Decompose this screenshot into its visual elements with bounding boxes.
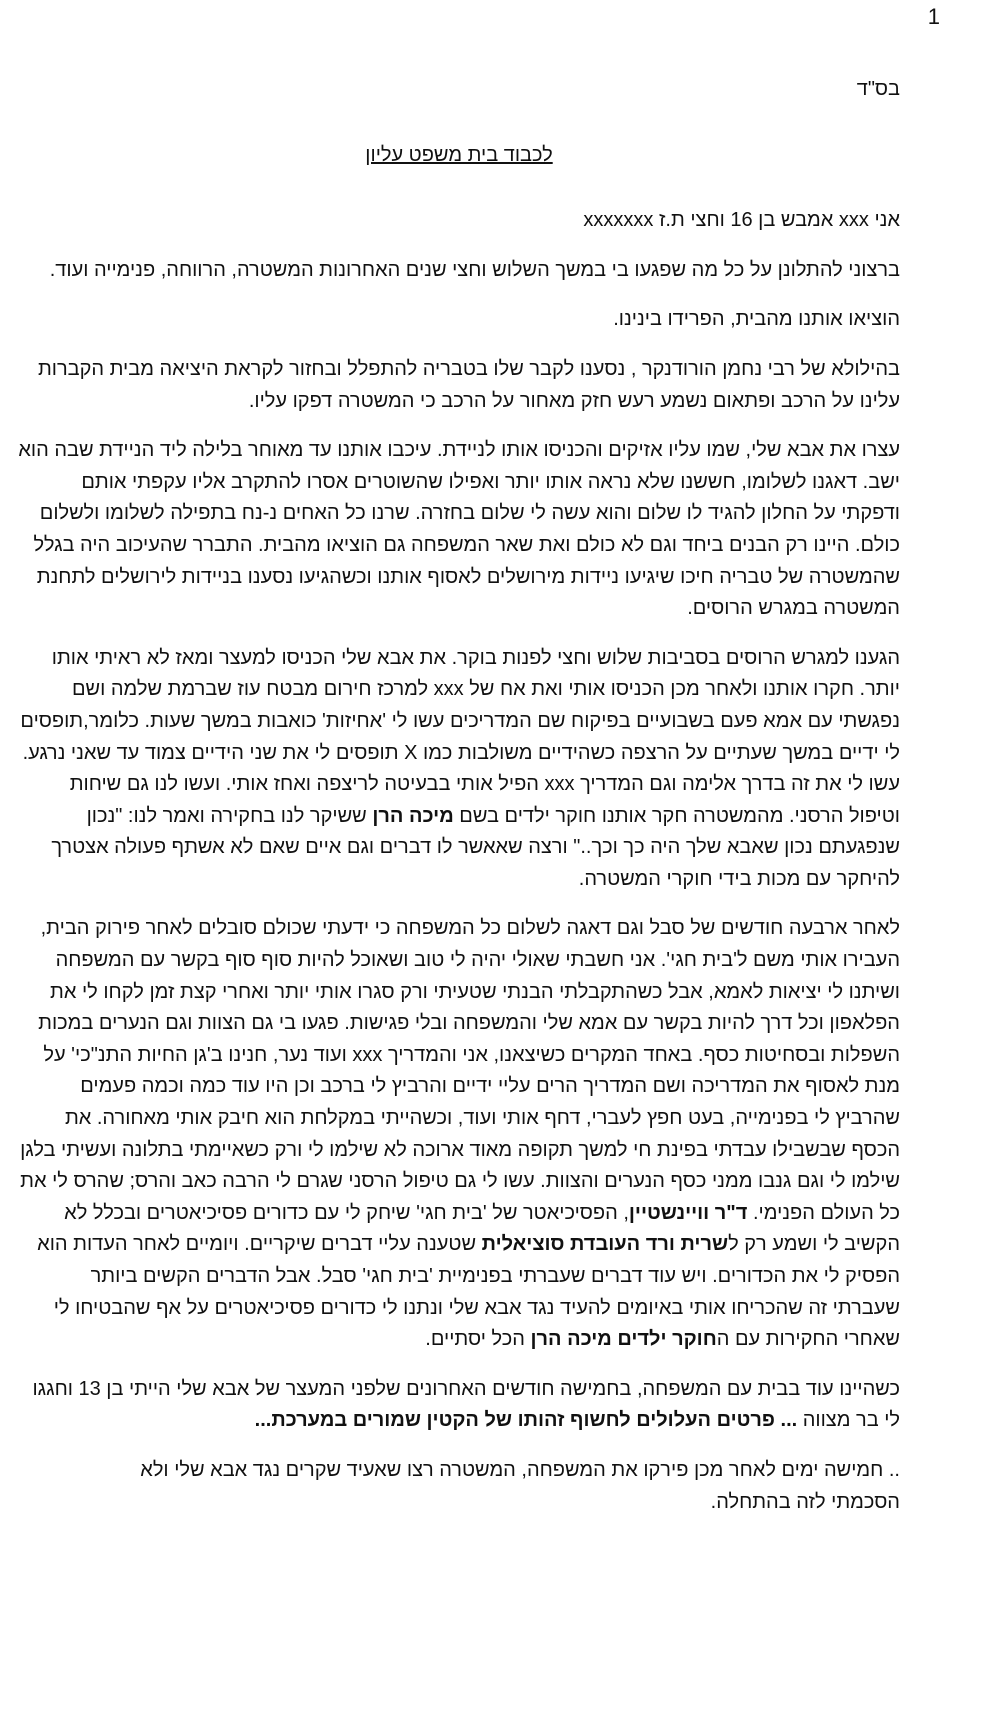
paragraph-3: בהילולא של רבי נחמן הורודנקר , נסענו לקבר שלו בטבריה להתפלל ובחזור לקראת היציאה מבית הקברות עלינו על הרכב ופתאום נשמע רעש חזק מאחור על הרכב כי המשטרה דפקו עליו.: [37, 357, 900, 412]
paragraph-4: עצרו את אבא שלי, שמו עליו אזיקים והכניסו אותו לניידת. עיכבו אותנו עד מאוחר בלילה ליד הניידת שבה הוא ישב. דאגנו לשלומו, חששנו שלא נראה אותו יותר ואפילו שהשוטרים אסרו להתקרב אליו עקפתי אותם ודפקתי על החלון להגיד לו שלום והוא עשה לי שלום בחזרה. שרנו כל האחים נ-נח בתפילה לשלומו ולשלום כולם. היינו רק הבנים ביחד וגם לא כולם ואת שאר המשפחה גם הוציאו מהבית. התברר שהעיכוב היה בגלל שהמשטרה של טבריה חיכו שיגיעו ניידות מירושלים לאסוף אותנו וכשהגיעו נסענו בניידות לירושלים לתחנת המשטרה במגרש הרוסים.: [18, 439, 900, 620]
paragraph-6: [18, 913, 900, 1355]
paragraph-7-bold-redacted: ... פרטים העלולים לחשוף זהותו של הקטין שמורים במערכת...: [254, 1409, 798, 1432]
paragraph-2: הוציאו אותנו מהבית, הפרידו בינינו.: [613, 308, 900, 331]
intro-line: אני xxx אמבש בן 16 וחצי ת.ז xxxxxxx: [583, 209, 900, 232]
paragraph-8: .. חמישה ימים לאחר מכן פירקו את המשפחה, המשטרה רצו שאעיד שקרים נגד אבא שלי ולא הסכמתי לזה בהתחלה.: [140, 1458, 900, 1513]
paragraph-6-bold-social-worker: שרית ורד העובדת סוציאלית: [481, 1233, 729, 1256]
paragraph-5: [18, 643, 900, 896]
paragraph-1: ברצוני להתלונן על כל מה שפגעו בי במשך השלוש וחצי שנים האחרונות המשטרה, הרווחה, פנימייה ועוד.: [49, 258, 900, 281]
paragraph-7-text-a: כשהיינו עוד בבית עם המשפחה, בחמישה חודשים האחרונים שלפני המעצר של אבא שלי הייתי בן 13 וחגגו לי בר מצווה: [32, 1377, 900, 1432]
letter-title: לכבוד בית משפט עליון: [365, 143, 553, 166]
paragraph-5-text-c: ששיקר לנו בחקירה ואמר לנו: "נכון שנפגעתם נכון שאבא שלך היה כך וכך.." ורצה שאאשר לו דברים וגם איים שאם לא אשתף פעולה אצטרך להיחקר עם מכות בידי חוקרי המשטרה.: [51, 804, 900, 890]
paragraph-5-text-a: הגענו למגרש הרוסים בסביבות שלוש וחצי לפנות בוקר. את אבא שלי הכניסו למעצר ומאז לא ראיתי אותו יותר. חקרו אותנו ולאחר מכן הכניסו אותי ואת אח של xxx למרכז חירום מבטח עוז שברמת שלמה ושם נפגשתי עם אמא פעם בשבועיים בפיקוח שם המדריכים עשו לי 'אחיזות' כואבות במשך שעות. כלומר,תופסים לי ידיים במשך שעתיים על הרצפה כשהידיים משולבות כמו X תופסים לי את שני הידיים צמוד עד שאני נרגע. עשו לי את זה בדרך אלימה וגם המדריך xxx הפיל אותי בבעיטה לריצפה ואחז אותי. ועשו לנו גם שיחות וטיפול הרסני. מהמשטרה חקר אותנו חוקר ילדים בשם: [20, 646, 900, 827]
paragraph-6-text-c: , הפסיכיאטר של 'בית חגי' שיחק לי עם כדורים פסיכיאטרים ובכלל לא הקשיב לי ושמע רק ל: [64, 1201, 900, 1256]
paragraph-6-text-g: הכל יסתיים.: [425, 1328, 531, 1351]
paragraph-5-bold-name: מיכה הרן: [372, 804, 454, 827]
letter-body: [18, 74, 900, 1536]
paragraph-7: [18, 1374, 900, 1437]
paragraph-6-text-a: לאחר ארבעה חודשים של סבל וגם דאגה לשלום כל המשפחה כי ידעתי שכולם סובלים לאחר פירוק הבית, העבירו אותי משם ל'בית חגי'. אני חשבתי שאולי יהיה לי טוב ושאוכל להיות סוף סוף בקשר עם המשפחה ושיתנו לי יציאות לאמא, אבל כשהתקבלתי הבנתי שטעיתי ורק סגרו אותי יותר ואחרי קצת זמן לקחו לי את הפלאפון וכל דרך להיות בקשר עם אמא שלי והמשפחה ובלי פגישות. פגעו בי גם הצוות וגם הנערים במכות השפלות ובסחיטות כסף. באחד המקרים כשיצאנו, אני והמדריך xxx ועוד נער, חנינו ב'גן החיות התנ"כי' על מנת לאסוף את המדריכה ושם המדריך הרים עליי ידיים והרביץ לי ברכב וכן היו עוד כמה וכמה פעמים שהרביץ לי בפנימייה, בעט חפץ לעברי, דחף אותי ועוד, וכשהייתי במקלחת הוא חיבק אותי מאחורה. את הכסף שבשבילו עבדתי בפינת חי למשך תקופה מאוד ארוכה לא שילמו לי ורק כשאיימתי בתלונה ועשיתי בלגן שילמו לי וגם גנבו ממני כסף הנערים והצוות. עשו לי גם טיפול הרסני שגרם לי הרבה כאב והרס; שהרס לי את כל העולם הפנימי.: [20, 917, 900, 1224]
page-number: 1: [927, 4, 940, 29]
paragraph-6-text-e: שטענה עליי דברים שיקריים. ויומיים לאחר העדות הוא הפסיק לי את הכדורים. ויש עוד דברים שעברתי בפנימיית 'בית חגי' סבל. אבל הדברים הקשים ביותר שעברתי זה שהכריחו אותי באיומים להעיד נגד אבא שלי ונתנו לי כדורים פסיכיאטרים על אף שהבטיחו לי שאחרי החקירות עם ה: [37, 1233, 900, 1351]
paragraph-6-bold-investigator: חוקר ילדים מיכה הרן: [530, 1328, 717, 1351]
bsd-header: בס"ד: [856, 78, 900, 100]
paragraph-6-bold-doctor: ד"ר וויינשטיין: [628, 1201, 748, 1224]
